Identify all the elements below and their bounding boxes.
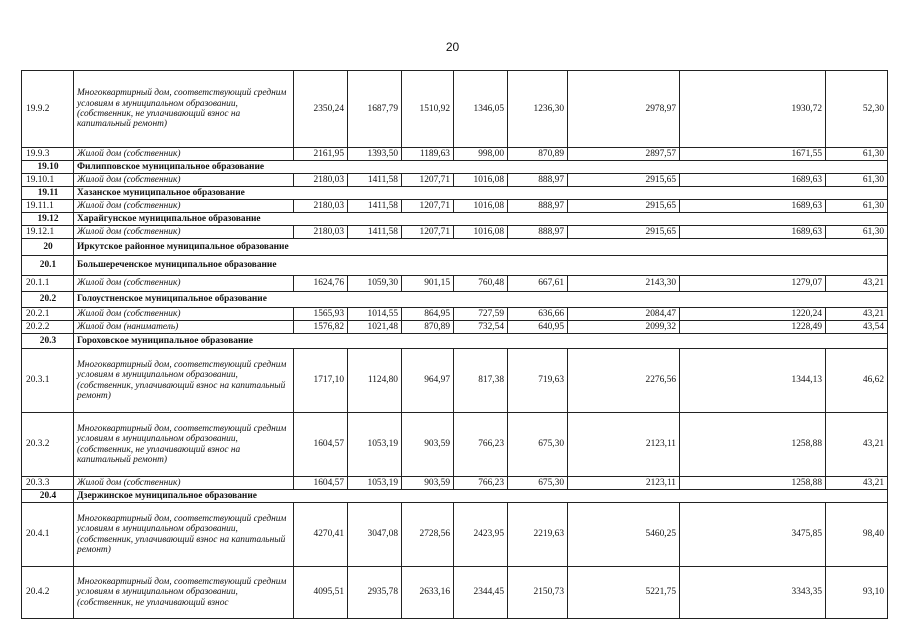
- value-cell: 1016,08: [454, 226, 508, 239]
- section-row: [22, 213, 888, 226]
- row-code: 20.4: [22, 490, 74, 503]
- section-title: Иркутское районное муниципальное образование: [74, 239, 888, 256]
- row-code: 20.4.2: [22, 567, 74, 619]
- section-title: Филипповское муниципальное образование: [74, 161, 888, 174]
- section-row: [22, 161, 888, 174]
- table-row: [22, 226, 888, 239]
- value-cell: 1717,10: [294, 349, 348, 413]
- value-cell: 93,10: [826, 567, 888, 619]
- value-cell: 2150,73: [508, 567, 568, 619]
- value-cell: 43,21: [826, 413, 888, 477]
- value-cell: 2935,78: [348, 567, 402, 619]
- value-cell: 1565,93: [294, 308, 348, 321]
- value-cell: 2633,16: [402, 567, 454, 619]
- value-cell: 61,30: [826, 174, 888, 187]
- value-cell: 1411,58: [348, 174, 402, 187]
- value-cell: 43,54: [826, 321, 888, 334]
- table-row: [22, 477, 888, 490]
- value-cell: 2915,65: [568, 200, 680, 213]
- value-cell: 4095,51: [294, 567, 348, 619]
- value-cell: 1279,07: [680, 276, 826, 292]
- row-description: Многоквартирный дом, соответствующий средним условиям в муниципальном образовании, (собственник, не уплачивающий взнос на капитальный ремонт): [74, 71, 294, 148]
- value-cell: 1671,55: [680, 148, 826, 161]
- row-description: Многоквартирный дом, соответствующий средним условиям в муниципальном образовании, (собственник, уплачивающий взнос на капитальный ремонт): [74, 503, 294, 567]
- value-cell: 870,89: [402, 321, 454, 334]
- value-cell: 1053,19: [348, 413, 402, 477]
- value-cell: 3343,35: [680, 567, 826, 619]
- value-cell: 2123,11: [568, 477, 680, 490]
- value-cell: 888,97: [508, 174, 568, 187]
- table-row: [22, 567, 888, 619]
- value-cell: 675,30: [508, 477, 568, 490]
- value-cell: 2897,57: [568, 148, 680, 161]
- value-cell: 2423,95: [454, 503, 508, 567]
- value-cell: 2350,24: [294, 71, 348, 148]
- row-description: Многоквартирный дом, соответствующий средним условиям в муниципальном образовании, (собственник, не уплачивающий взнос: [74, 567, 294, 619]
- value-cell: 667,61: [508, 276, 568, 292]
- table-row: [22, 308, 888, 321]
- value-cell: 1228,49: [680, 321, 826, 334]
- value-cell: 1124,80: [348, 349, 402, 413]
- value-cell: 732,54: [454, 321, 508, 334]
- value-cell: 1258,88: [680, 413, 826, 477]
- tariff-table: [21, 70, 888, 619]
- value-cell: 1576,82: [294, 321, 348, 334]
- row-code: 20.3.1: [22, 349, 74, 413]
- row-code: 19.11.1: [22, 200, 74, 213]
- row-description: Жилой дом (собственник): [74, 200, 294, 213]
- value-cell: 61,30: [826, 200, 888, 213]
- value-cell: 5460,25: [568, 503, 680, 567]
- table-row: [22, 503, 888, 567]
- value-cell: 2728,56: [402, 503, 454, 567]
- row-description: Жилой дом (собственник): [74, 308, 294, 321]
- row-description: Жилой дом (собственник): [74, 148, 294, 161]
- row-code: 20.3: [22, 334, 74, 349]
- page-number: 20: [445, 40, 460, 54]
- section-row: [22, 187, 888, 200]
- value-cell: 1236,30: [508, 71, 568, 148]
- row-description: Жилой дом (собственник): [74, 226, 294, 239]
- section-row: [22, 334, 888, 349]
- value-cell: 43,21: [826, 276, 888, 292]
- row-code: 20.4.1: [22, 503, 74, 567]
- table-row: [22, 200, 888, 213]
- value-cell: 727,59: [454, 308, 508, 321]
- section-title: Голоустненское муниципальное образование: [74, 292, 888, 308]
- value-cell: 1016,08: [454, 174, 508, 187]
- value-cell: 2219,63: [508, 503, 568, 567]
- value-cell: 2084,47: [568, 308, 680, 321]
- value-cell: 719,63: [508, 349, 568, 413]
- row-code: 19.9.3: [22, 148, 74, 161]
- value-cell: 1604,57: [294, 413, 348, 477]
- section-title: Дзержинское муниципальное образование: [74, 490, 888, 503]
- value-cell: 2161,95: [294, 148, 348, 161]
- value-cell: 3047,08: [348, 503, 402, 567]
- row-code: 20.3.2: [22, 413, 74, 477]
- value-cell: 61,30: [826, 148, 888, 161]
- table-row: [22, 276, 888, 292]
- row-code: 20.2.2: [22, 321, 74, 334]
- value-cell: 1624,76: [294, 276, 348, 292]
- value-cell: 43,21: [826, 477, 888, 490]
- value-cell: 2143,30: [568, 276, 680, 292]
- value-cell: 998,00: [454, 148, 508, 161]
- value-cell: 1689,63: [680, 174, 826, 187]
- table-row: [22, 413, 888, 477]
- section-row: [22, 239, 888, 256]
- value-cell: 1689,63: [680, 200, 826, 213]
- value-cell: 888,97: [508, 200, 568, 213]
- row-code: 20.3.3: [22, 477, 74, 490]
- value-cell: 1014,55: [348, 308, 402, 321]
- value-cell: 903,59: [402, 413, 454, 477]
- table-body: [22, 71, 888, 619]
- value-cell: 1344,13: [680, 349, 826, 413]
- value-cell: 864,95: [402, 308, 454, 321]
- table-row: [22, 148, 888, 161]
- value-cell: 903,59: [402, 477, 454, 490]
- value-cell: 2180,03: [294, 174, 348, 187]
- value-cell: 2180,03: [294, 200, 348, 213]
- value-cell: 640,95: [508, 321, 568, 334]
- value-cell: 1687,79: [348, 71, 402, 148]
- value-cell: 1207,71: [402, 226, 454, 239]
- value-cell: 766,23: [454, 477, 508, 490]
- row-code: 19.11: [22, 187, 74, 200]
- row-code: 19.9.2: [22, 71, 74, 148]
- row-code: 20.2.1: [22, 308, 74, 321]
- value-cell: 4270,41: [294, 503, 348, 567]
- row-description: Многоквартирный дом, соответствующий средним условиям в муниципальном образовании, (собственник, не уплачивающий взнос на капитальный ремонт): [74, 413, 294, 477]
- value-cell: 760,48: [454, 276, 508, 292]
- value-cell: 1021,48: [348, 321, 402, 334]
- value-cell: 817,38: [454, 349, 508, 413]
- value-cell: 2978,97: [568, 71, 680, 148]
- table-row: [22, 321, 888, 334]
- row-code: 19.10.1: [22, 174, 74, 187]
- value-cell: 1207,71: [402, 200, 454, 213]
- row-description: Многоквартирный дом, соответствующий средним условиям в муниципальном образовании, (собственник, уплачивающий взнос на капитальный ремонт): [74, 349, 294, 413]
- section-title: Харайгунское муниципальное образование: [74, 213, 888, 226]
- value-cell: 1189,63: [402, 148, 454, 161]
- value-cell: 2099,32: [568, 321, 680, 334]
- value-cell: 1016,08: [454, 200, 508, 213]
- value-cell: 1059,30: [348, 276, 402, 292]
- row-code: 20: [22, 239, 74, 256]
- section-row: [22, 490, 888, 503]
- row-code: 20.1.1: [22, 276, 74, 292]
- table-row: [22, 71, 888, 148]
- value-cell: 1053,19: [348, 477, 402, 490]
- table-row: [22, 174, 888, 187]
- value-cell: 1346,05: [454, 71, 508, 148]
- section-title: Большереченское муниципальное образование: [74, 256, 888, 276]
- section-title: Гороховское муниципальное образование: [74, 334, 888, 349]
- row-code: 19.12: [22, 213, 74, 226]
- value-cell: 5221,75: [568, 567, 680, 619]
- value-cell: 1207,71: [402, 174, 454, 187]
- value-cell: 1411,58: [348, 200, 402, 213]
- value-cell: 964,97: [402, 349, 454, 413]
- value-cell: 2344,45: [454, 567, 508, 619]
- section-row: [22, 256, 888, 276]
- row-description: Жилой дом (собственник): [74, 276, 294, 292]
- value-cell: 1689,63: [680, 226, 826, 239]
- value-cell: 870,89: [508, 148, 568, 161]
- value-cell: 1604,57: [294, 477, 348, 490]
- row-code: 19.10: [22, 161, 74, 174]
- row-code: 20.1: [22, 256, 74, 276]
- value-cell: 2180,03: [294, 226, 348, 239]
- value-cell: 1411,58: [348, 226, 402, 239]
- value-cell: 46,62: [826, 349, 888, 413]
- value-cell: 2915,65: [568, 174, 680, 187]
- value-cell: 888,97: [508, 226, 568, 239]
- row-description: Жилой дом (собственник): [74, 477, 294, 490]
- value-cell: 636,66: [508, 308, 568, 321]
- row-code: 19.12.1: [22, 226, 74, 239]
- section-row: [22, 292, 888, 308]
- value-cell: 766,23: [454, 413, 508, 477]
- value-cell: 2915,65: [568, 226, 680, 239]
- value-cell: 1220,24: [680, 308, 826, 321]
- value-cell: 43,21: [826, 308, 888, 321]
- value-cell: 675,30: [508, 413, 568, 477]
- section-title: Хазанское муниципальное образование: [74, 187, 888, 200]
- row-description: Жилой дом (наниматель): [74, 321, 294, 334]
- value-cell: 61,30: [826, 226, 888, 239]
- value-cell: 98,40: [826, 503, 888, 567]
- value-cell: 52,30: [826, 71, 888, 148]
- value-cell: 3475,85: [680, 503, 826, 567]
- value-cell: 1258,88: [680, 477, 826, 490]
- value-cell: 2123,11: [568, 413, 680, 477]
- row-description: Жилой дом (собственник): [74, 174, 294, 187]
- value-cell: 1510,92: [402, 71, 454, 148]
- value-cell: 2276,56: [568, 349, 680, 413]
- value-cell: 1930,72: [680, 71, 826, 148]
- value-cell: 1393,50: [348, 148, 402, 161]
- row-code: 20.2: [22, 292, 74, 308]
- value-cell: 901,15: [402, 276, 454, 292]
- table-row: [22, 349, 888, 413]
